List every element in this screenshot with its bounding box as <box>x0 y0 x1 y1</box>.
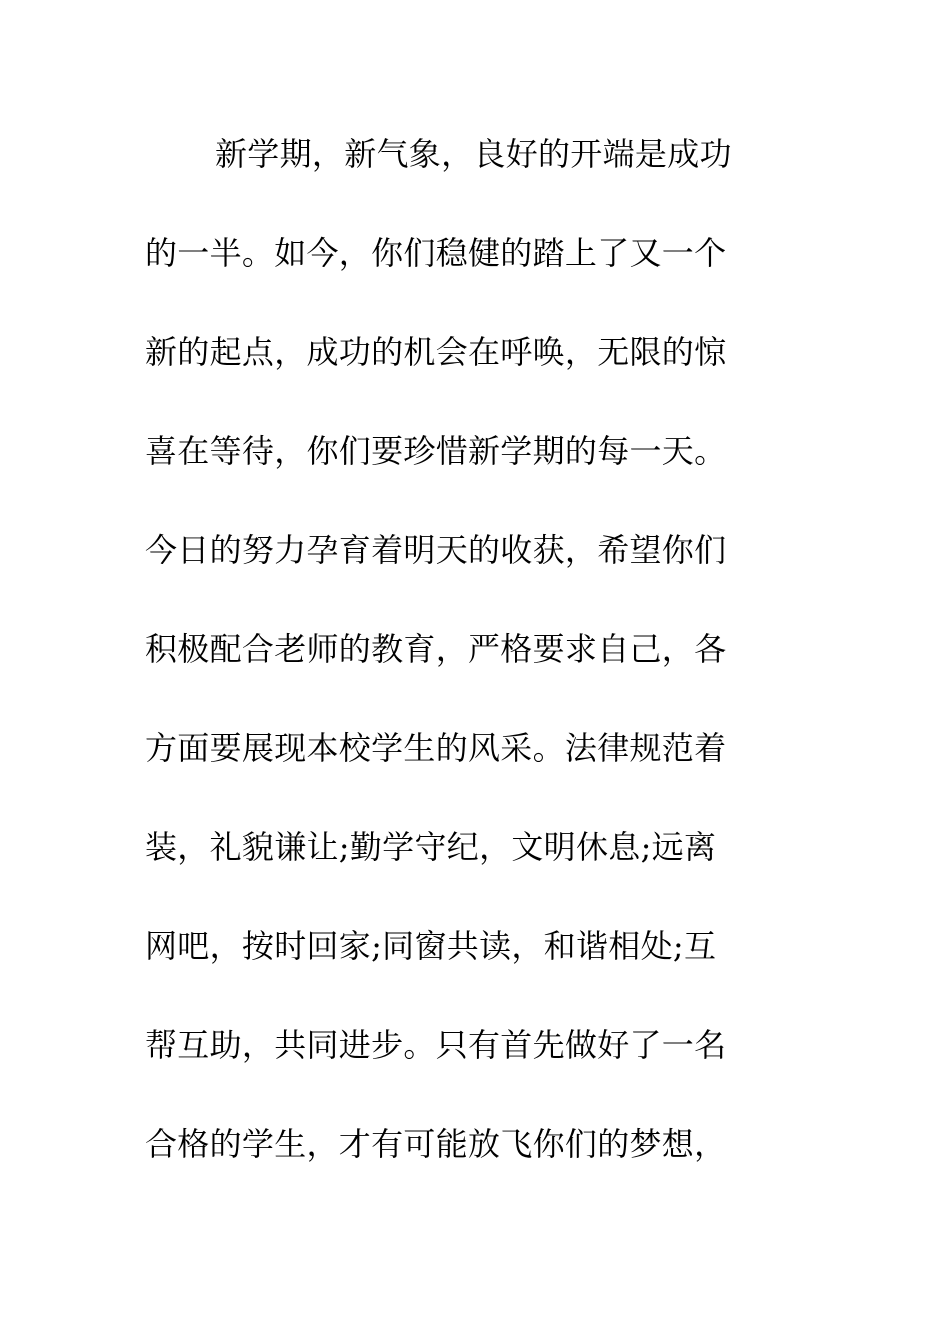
text-line: 装，礼貌谦让;勤学守纪，文明休息;远离 <box>145 828 717 866</box>
text-line: 帮互助，共同进步。只有首先做好了一名 <box>145 1026 727 1064</box>
text-line: 积极配合老师的教育，严格要求自己，各 <box>145 630 727 668</box>
text-line: 的一半。如今，你们稳健的踏上了又一个 <box>145 234 727 272</box>
text-line: 喜在等待，你们要珍惜新学期的每一天。 <box>145 432 727 470</box>
text-line: 网吧，按时回家;同窗共读，和谐相处;互 <box>145 927 717 965</box>
text-line: 合格的学生，才有可能放飞你们的梦想， <box>145 1125 727 1163</box>
body-paragraph <box>145 126 795 1215</box>
text-line: 今日的努力孕育着明天的收获，希望你们 <box>145 531 727 569</box>
text-line: 新的起点，成功的机会在呼唤，无限的惊 <box>145 333 727 371</box>
text-line: 新学期，新气象，良好的开端是成功 <box>215 135 732 173</box>
text-line: 方面要展现本校学生的风采。法律规范着 <box>145 729 727 767</box>
